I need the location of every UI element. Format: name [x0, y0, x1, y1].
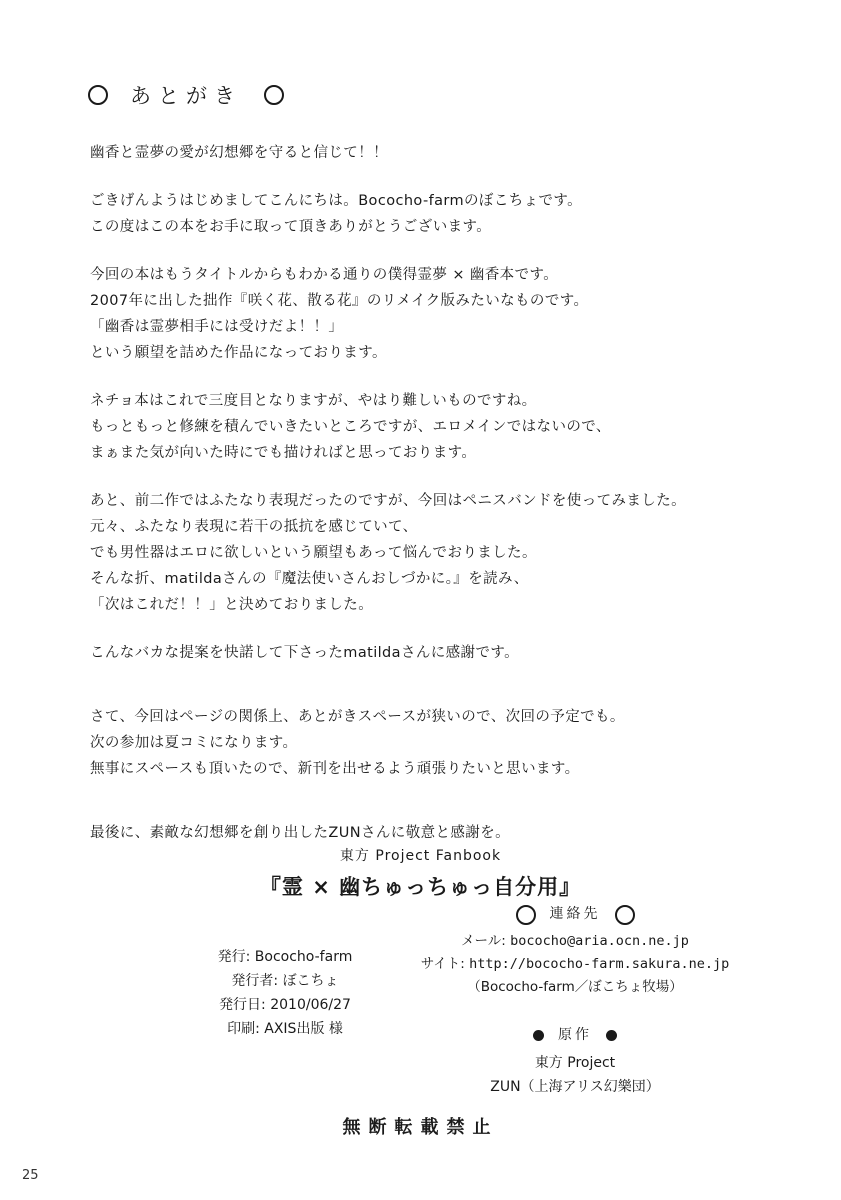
- publication-line: 印刷: AXIS出版 様: [227, 1021, 343, 1037]
- circle-outline-icon: [264, 85, 284, 105]
- source-line: 東方 Project: [534, 1055, 616, 1071]
- paragraph-line: 最後に、素敵な幻想郷を創り出したZUNさんに敬意と感謝を。: [90, 825, 510, 841]
- paragraph-line: 次の参加は夏コミになります。: [90, 735, 298, 751]
- paragraph-line: さて、今回はページの関係上、あとがきスペースが狭いので、次回の予定でも。: [90, 709, 625, 725]
- circle-outline-icon: [615, 905, 635, 925]
- paragraph-line: ネチョ本はこれで三度目となりますが、やはり難しいものですね。: [90, 393, 537, 409]
- contact-heading-label: 連絡先: [549, 906, 601, 922]
- publication-line: 発行者: ぼこちょ: [231, 973, 339, 989]
- paragraph: [90, 704, 770, 782]
- paragraph-line: 「幽香は霊夢相手には受けだよ！！」: [90, 319, 344, 335]
- paragraph-line: そんな折、matildaさんの『魔法使いさんおしづかに。』を読み、: [90, 571, 529, 587]
- circle-outline-icon: [516, 905, 536, 925]
- paragraph-line: 幽香と霊夢の愛が幻想郷を守ると信じて！！: [90, 145, 388, 161]
- source-block: [420, 1023, 730, 1099]
- circle-outline-icon: [88, 85, 108, 105]
- paragraph-line: 2007年に出した拙作『咲く花、散る花』のリメイク版みたいなものです。: [90, 293, 589, 309]
- paragraph-line: こんなバカな提案を快諾して下さったmatildaさんに感謝です。: [90, 645, 519, 661]
- colophon-details: [0, 906, 841, 1115]
- book-title: 『霊 × 幽ちゅっちゅっ自分用』: [259, 875, 582, 899]
- contact-mail-row: [420, 930, 730, 953]
- paragraph-line: 今回の本はもうタイトルからもわかる通りの僕得霊夢 × 幽香本です。: [90, 267, 559, 283]
- circle-filled-icon: [533, 1030, 544, 1041]
- paragraph-line: でも男性器はエロに欲しいという願望もあって悩んでおりました。: [90, 545, 537, 561]
- paragraph-line: ごきげんようはじめましてこんにちは。Bococho-farmのぼこちょです。: [90, 193, 583, 209]
- paragraph: [90, 262, 770, 366]
- paragraph: [90, 188, 770, 240]
- source-heading: [420, 1023, 730, 1047]
- contact-mail-label: メール:: [461, 933, 506, 949]
- contact-site-value[interactable]: http://bococho-farm.sakura.ne.jp: [469, 956, 730, 972]
- afterword-body: [90, 140, 770, 868]
- reprint-notice: 無断転載禁止: [342, 1117, 499, 1138]
- spacer: [90, 804, 770, 820]
- paragraph: [90, 640, 770, 666]
- paragraph-line: この度はこの本をお手に取って頂きありがとうございます。: [90, 219, 492, 235]
- paragraph-line: あと、前二作ではふたなり表現だったのですが、今回はペニスバンドを使ってみました。: [90, 493, 686, 509]
- paragraph-line: 無事にスペースも頂いたので、新刊を出せるよう頑張りたいと思います。: [90, 761, 580, 777]
- spacer: [90, 688, 770, 704]
- source-line: ZUN（上海アリス幻樂団）: [490, 1079, 660, 1095]
- afterword-heading: [88, 80, 284, 110]
- paragraph: [90, 488, 770, 618]
- contact-heading: [420, 903, 730, 926]
- source-heading-label: 原作: [558, 1027, 592, 1043]
- publication-line: 発行日: 2010/06/27: [219, 997, 351, 1013]
- publication-block: [150, 945, 420, 1041]
- contact-mail-value[interactable]: bococho@aria.ocn.ne.jp: [510, 933, 689, 949]
- paragraph-line: という願望を詰めた作品になっております。: [90, 345, 387, 361]
- publication-line: 発行: Bococho-farm: [217, 949, 353, 965]
- contact-block: [420, 903, 730, 999]
- circle-filled-icon: [606, 1030, 617, 1041]
- paragraph: [90, 820, 770, 846]
- page-number: 25: [22, 1168, 39, 1183]
- paragraph-line: もっともっと修練を積んでいきたいところですが、エロメインではないので、: [90, 419, 611, 435]
- paragraph-line: 「次はこれだ！！」と決めておりました。: [90, 597, 374, 613]
- paragraph-line: まぁまた気が向いた時にでも描ければと思っております。: [90, 445, 477, 461]
- contact-site-label: サイト:: [420, 956, 465, 972]
- contact-site-note: （Bococho-farm／ぼこちょ牧場）: [467, 979, 683, 995]
- paragraph: [90, 388, 770, 466]
- paragraph: [90, 140, 770, 166]
- afterword-heading-label: あとがき: [130, 84, 242, 108]
- contact-site-row: [420, 953, 730, 976]
- fanbook-label: 東方 Project Fanbook: [339, 848, 502, 864]
- paragraph-line: 元々、ふたなり表現に若干の抵抗を感じていて、: [90, 519, 418, 535]
